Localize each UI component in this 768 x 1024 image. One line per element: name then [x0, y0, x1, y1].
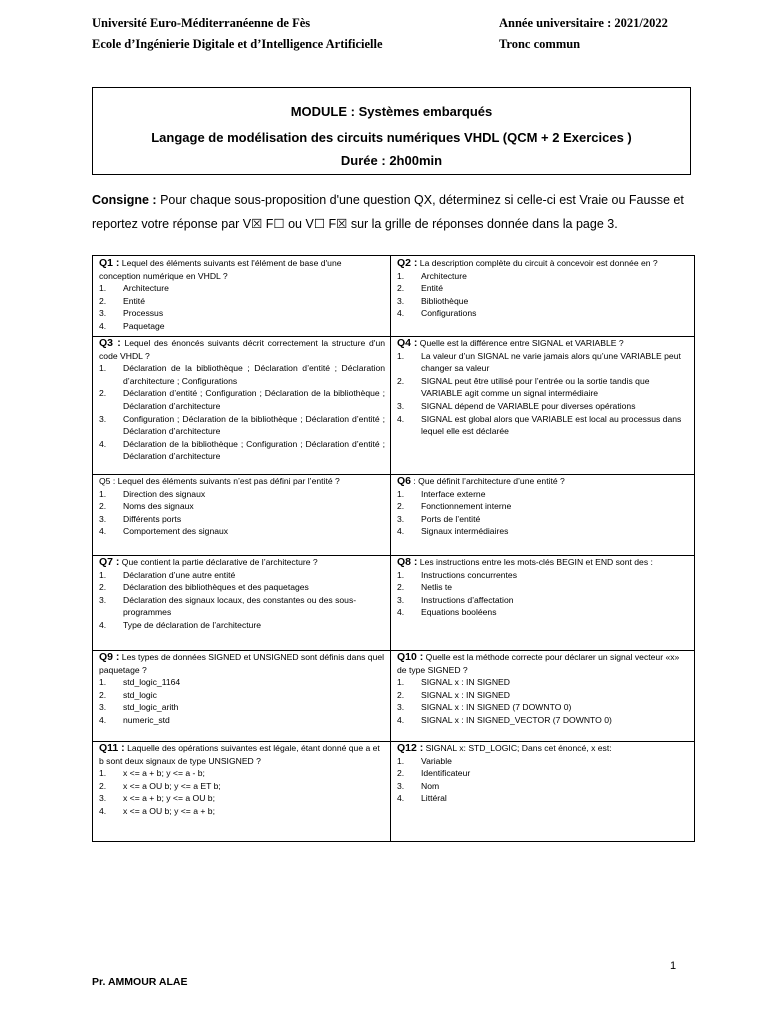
exam-duration: Durée : 2h00min [340, 153, 443, 168]
option-text: std_logic_1164 [123, 677, 181, 688]
options-list [397, 270, 691, 320]
option-item [99, 594, 385, 619]
option-number: 2. [99, 780, 107, 791]
question-text: Les instructions entre les mots-clés BEGIN et END sont des : [417, 557, 653, 567]
school-name: Ecole d’Ingénierie Digitale et d’Intelligence Artificielle [92, 37, 383, 51]
option-text: Bibliothèque [421, 295, 469, 306]
option-text: SIGNAL dépend de VARIABLE pour diverses opérations [421, 400, 636, 411]
question-text: Lequel des énoncés suivants décrit correctement la structure d'un code VHDL ? [99, 338, 386, 361]
option-number: 1. [99, 677, 107, 688]
option-text: Déclaration d’une autre entité [123, 569, 236, 580]
question-number: Q1 : [99, 257, 120, 269]
option-number: 2. [397, 768, 405, 779]
question-q8 [397, 556, 691, 619]
options-list [99, 282, 385, 332]
question-text: : Que définit l’architecture d’une entité ? [411, 476, 565, 486]
question-number: Q3 : [99, 337, 121, 349]
option-number: 3. [99, 513, 107, 524]
author-name: Pr. AMMOUR ALAE [92, 976, 188, 988]
option-text: Identificateur [421, 768, 471, 779]
option-text: Déclaration d’entité ; Configuration ; Déclaration de la bibliothèque ; Déclaration d’architecture [123, 388, 385, 411]
option-number: 4. [397, 607, 405, 618]
option-number: 3. [99, 594, 107, 605]
option-number: 3. [99, 702, 107, 713]
option-number: 2. [99, 582, 107, 593]
option-number: 4. [397, 526, 405, 537]
option-text: SIGNAL est global alors que VARIABLE est local au processus dans lequel elle est déclarée [421, 413, 682, 437]
option-item [397, 307, 691, 320]
option-text: Entité [123, 295, 145, 306]
option-text: x <= a + b; y <= a OU b; [123, 793, 215, 804]
question-number: Q4 : [397, 337, 418, 349]
option-item [99, 676, 385, 689]
option-text: Type de déclaration de l’architecture [123, 619, 262, 630]
option-text: Instructions d’affectation [421, 594, 514, 605]
option-number: 1. [99, 768, 107, 779]
option-item [397, 282, 691, 295]
question-text: Quelle est la méthode correcte pour déclarer un signal vecteur «x» de type SIGNED ? [397, 652, 680, 675]
option-item [397, 594, 691, 607]
option-item [397, 350, 691, 375]
academic-year: Année universitaire : 2021/2022 [499, 16, 668, 30]
option-text: std_logic_arith [123, 702, 179, 713]
option-text: Netlis te [421, 582, 453, 593]
option-item [99, 581, 385, 594]
option-item [99, 805, 385, 818]
question-text: : Lequel des éléments suivants n’est pas défini par l’entité ? [110, 476, 340, 486]
option-text: SIGNAL x : IN SIGNED [421, 677, 510, 688]
question-q6 [397, 475, 691, 538]
instructions [92, 188, 692, 236]
question-q5 [99, 475, 385, 538]
option-item [397, 767, 691, 780]
option-number: 4. [99, 619, 107, 630]
option-item [99, 689, 385, 702]
option-text: Instructions concurrentes [421, 569, 518, 580]
track-label: Tronc commun [499, 37, 581, 51]
option-number: 4. [99, 714, 107, 725]
option-text: Nom [421, 780, 440, 791]
option-text: SIGNAL peut être utilisé pour l’entrée ou la sortie tandis que VARIABLE agit comme un signal intermédiaire [421, 375, 650, 399]
option-item [99, 714, 385, 727]
option-item [397, 689, 691, 702]
option-item [397, 581, 691, 594]
option-number: 2. [99, 295, 107, 306]
option-number: 3. [397, 513, 405, 524]
question-text: Laquelle des opérations suivantes est légale, étant donné que a et b sont deux signaux de type UNSIGNED ? [99, 743, 380, 766]
option-number: 3. [397, 780, 405, 791]
option-number: 1. [397, 677, 405, 688]
option-item [397, 780, 691, 793]
option-number: 1. [397, 755, 405, 766]
question-q7 [99, 556, 385, 632]
option-number: 4. [99, 805, 107, 816]
option-item [99, 525, 385, 538]
option-item [99, 413, 385, 438]
options-list [99, 362, 385, 463]
option-item [99, 295, 385, 308]
option-text: Configuration ; Déclaration de la bibliothèque ; Déclaration d’entité ; Déclaration d’architecture [123, 413, 385, 437]
option-item [397, 413, 691, 438]
option-item [99, 792, 385, 805]
options-list [397, 755, 691, 805]
option-text: SIGNAL x : IN SIGNED [421, 689, 510, 700]
option-text: Interface externe [421, 488, 486, 499]
option-number: 4. [397, 714, 405, 725]
options-list [397, 350, 691, 438]
option-text: Fonctionnement interne [421, 501, 512, 512]
option-number: 2. [99, 501, 107, 512]
option-item [397, 488, 691, 501]
option-number: 3. [99, 308, 107, 319]
option-text: Déclaration des signaux locaux, des constantes ou des sous-programmes [123, 594, 357, 618]
option-text: Déclaration de la bibliothèque ; Déclaration d’entité ; Déclaration d’architecture ; Configurations [123, 363, 385, 386]
option-item [99, 387, 385, 412]
question-number: Q6 [397, 475, 412, 487]
option-item [397, 295, 691, 308]
option-text: SIGNAL x : IN SIGNED (7 DOWNTO 0) [421, 702, 572, 713]
option-number: 1. [99, 283, 107, 294]
option-text: Ports de l’entité [421, 513, 481, 524]
option-number: 1. [397, 569, 405, 580]
question-text: Les types de données SIGNED et UNSIGNED sont définis dans quel paquetage ? [99, 652, 385, 675]
option-number: 2. [397, 501, 405, 512]
options-list [99, 569, 385, 632]
question-q9 [99, 651, 385, 727]
exam-subject-text: Langage de modélisation des circuits numériques VHDL (QCM + 2 Exercices ) [151, 130, 632, 145]
options-list [397, 488, 691, 538]
option-text: Processus [123, 308, 164, 319]
option-number: 4. [397, 308, 405, 319]
option-text: Architecture [123, 283, 169, 294]
grid-column-divider [390, 256, 391, 841]
option-number: 3. [397, 400, 405, 411]
option-text: Variable [421, 755, 452, 766]
option-item [99, 307, 385, 320]
options-list [99, 488, 385, 538]
options-list [99, 676, 385, 726]
option-number: 2. [397, 375, 405, 386]
question-number: Q10 : [397, 651, 424, 663]
option-item [99, 569, 385, 582]
option-item [99, 320, 385, 333]
question-number: Q12 : [397, 742, 424, 754]
option-text: Noms des signaux [123, 501, 194, 512]
question-q3 [99, 337, 385, 463]
option-number: 3. [99, 413, 107, 424]
option-number: 3. [99, 793, 107, 804]
options-list [397, 676, 691, 726]
question-text: Quelle est la différence entre SIGNAL et VARIABLE ? [417, 338, 624, 348]
option-item [99, 513, 385, 526]
option-item [397, 513, 691, 526]
option-number: 3. [397, 295, 405, 306]
question-number: Q9 : [99, 651, 120, 663]
instructions-label: Consigne : [92, 193, 157, 207]
exam-title-box [92, 87, 691, 175]
option-text: x <= a + b; y <= a - b; [123, 768, 205, 779]
option-item [99, 767, 385, 780]
question-q10 [397, 651, 691, 727]
module-title: MODULE : Systèmes embarqués [290, 104, 493, 119]
exam-subject [93, 130, 690, 145]
option-number: 1. [397, 488, 405, 499]
option-item [397, 375, 691, 400]
option-number: 4. [99, 320, 107, 331]
option-item [397, 569, 691, 582]
option-text: x <= a OU b; y <= a + b; [123, 805, 215, 816]
option-item [99, 701, 385, 714]
option-text: Déclaration des bibliothèques et des paquetages [123, 582, 309, 593]
question-text: La description complète du circuit à concevoir est donnée en ? [417, 258, 658, 268]
option-number: 2. [397, 689, 405, 700]
option-item [99, 282, 385, 295]
option-item [99, 780, 385, 793]
option-text: Entité [421, 283, 443, 294]
options-list [397, 569, 691, 619]
question-q11 [99, 742, 385, 818]
university-name: Université Euro-Méditerranéenne de Fès [92, 16, 311, 30]
option-text: Architecture [421, 270, 467, 281]
option-number: 2. [99, 388, 107, 399]
question-number: Q5 [99, 476, 111, 486]
option-text: La valeur d’un SIGNAL ne varie jamais alors qu’une VARIABLE peut changer sa valeur [421, 350, 681, 374]
question-q4 [397, 337, 691, 438]
question-number: Q8 : [397, 556, 418, 568]
option-item [99, 500, 385, 513]
option-item [99, 619, 385, 632]
question-text: SIGNAL x: STD_LOGIC; Dans cet énoncé, x est: [423, 743, 612, 753]
option-number: 1. [99, 488, 107, 499]
question-number: Q7 : [99, 556, 120, 568]
option-number: 2. [99, 689, 107, 700]
option-number: 2. [397, 582, 405, 593]
option-text: Configurations [421, 308, 477, 319]
question-text: Lequel des éléments suivants est l'élément de base d'une conception numérique en VHDL ? [99, 258, 342, 281]
option-text: Différents ports [123, 513, 182, 524]
instructions-text: Pour chaque sous-proposition d'une question QX, déterminez si celle-ci est Vraie ou Fausse et reportez votre réponse par V☒ F☐ ou V☐ F☒ sur la grille de réponses donnée dans la page 3. [92, 193, 684, 231]
option-number: 4. [397, 793, 405, 804]
option-text: SIGNAL x : IN SIGNED_VECTOR (7 DOWNTO 0) [421, 714, 612, 725]
option-text: Signaux intermédiaires [421, 526, 509, 537]
option-text: Comportement des signaux [123, 526, 229, 537]
option-item [397, 400, 691, 413]
option-item [397, 606, 691, 619]
question-grid [92, 255, 695, 842]
option-number: 1. [397, 350, 405, 361]
option-number: 4. [397, 413, 405, 424]
option-text: Direction des signaux [123, 488, 206, 499]
option-number: 4. [99, 438, 107, 449]
options-list [99, 767, 385, 817]
option-number: 3. [397, 702, 405, 713]
option-number: 1. [99, 363, 107, 374]
question-text: Que contient la partie déclarative de l’architecture ? [119, 557, 318, 567]
question-q12 [397, 742, 691, 805]
option-item [397, 525, 691, 538]
page-number: 1 [670, 960, 677, 972]
option-text: Littéral [421, 793, 447, 804]
option-item [397, 270, 691, 283]
option-number: 4. [99, 526, 107, 537]
option-number: 3. [397, 594, 405, 605]
option-item [99, 362, 385, 387]
option-text: Equations booléens [421, 607, 497, 618]
option-number: 1. [397, 270, 405, 281]
option-item [397, 500, 691, 513]
option-text: Paquetage [123, 320, 165, 331]
option-item [397, 676, 691, 689]
option-text: std_logic [123, 689, 157, 700]
option-text: Déclaration de la bibliothèque ; Configuration ; Déclaration d’entité ; Déclaration d’architecture [123, 438, 385, 462]
option-item [397, 792, 691, 805]
option-number: 2. [397, 283, 405, 294]
option-text: x <= a OU b; y <= a ET b; [123, 780, 221, 791]
option-number: 1. [99, 569, 107, 580]
option-item [397, 755, 691, 768]
option-item [397, 714, 691, 727]
option-item [99, 488, 385, 501]
option-text: numeric_std [123, 714, 170, 725]
question-q1 [99, 257, 385, 333]
option-item [99, 438, 385, 463]
question-number: Q2 : [397, 257, 418, 269]
option-item [397, 701, 691, 714]
question-q2 [397, 257, 691, 320]
question-number: Q11 : [99, 742, 125, 754]
